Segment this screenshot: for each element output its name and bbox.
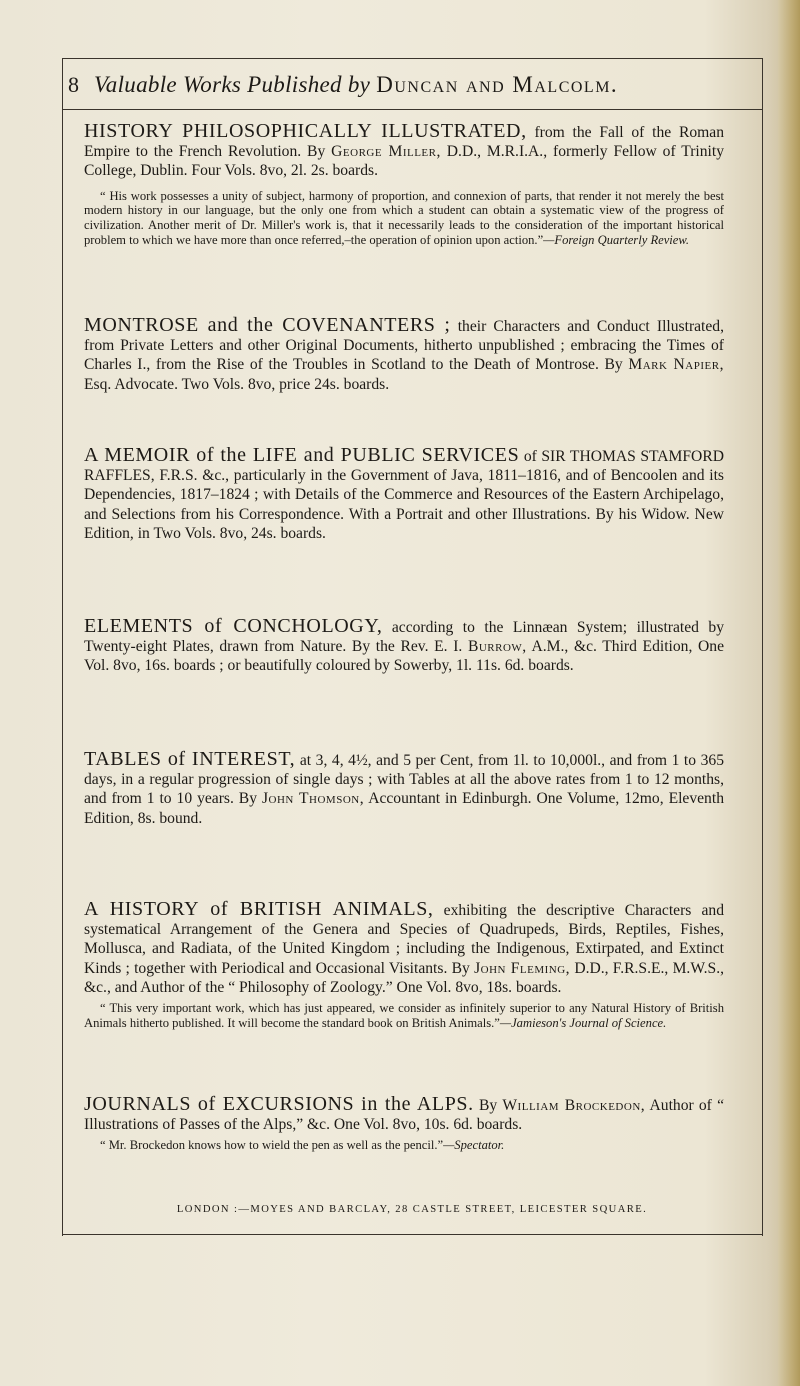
author-name: George Miller, xyxy=(331,143,441,161)
review-quote: “ His work possesses a unity of subject, harmony of proportion, and connexion of parts, that render it not merely the best modern history in our language, but the only one from which a student can obtain a systematic view of the progress of civilization. Another merit of Dr. Miller's work is, that it necessarily leads to the consideration of the important historical problem to which we have more than once referred,–the operation of opinion upon action.”—Foreign Quarterly Review. xyxy=(84,188,724,247)
header-rule xyxy=(62,109,762,110)
quote-source: —Spectator. xyxy=(443,1138,505,1153)
author-name: William Brockedon, xyxy=(502,1097,646,1114)
quote-source: —Foreign Quarterly Review. xyxy=(543,233,690,247)
quote-source: —Jamieson's Journal of Science. xyxy=(499,1015,667,1030)
entry-heading: ELEMENTS of CONCHOLOGY, xyxy=(84,615,383,637)
book-entry xyxy=(84,617,724,676)
entry-text: TABLES of INTEREST, at 3, 4, 4½, and 5 per Cent, from 1l. to 10,000l., and from 1 to 365 days, in a regular progression of single days ; with Tables at all the above rates from 1 to 12 months, and from 1 to 10 years. By John Thomson, Accountant in Edinburgh. One Volume, 12mo, Eleventh Edition, 8s. bound. xyxy=(84,748,725,827)
top-rule xyxy=(62,58,762,59)
entry-heading: JOURNALS of EXCURSIONS in the ALPS. xyxy=(84,1093,474,1115)
running-title-italic: Valuable Works Published by xyxy=(94,72,377,97)
book-entry xyxy=(84,122,724,248)
review-quote: “ Mr. Brockedon knows how to wield the pen as well as the pencil.”—Spectator. xyxy=(100,1138,505,1153)
book-entry xyxy=(84,1095,724,1153)
entry-text: ELEMENTS of CONCHOLOGY, according to the Linnæan System; illustrated by Twenty-eight Plates, drawn from Nature. By the Rev. E. I. Burrow, A.M., &c. Third Edition, One Vol. 8vo, 16s. boards ; or beautifully coloured by Sowerby, 1l. 11s. 6d. boards. xyxy=(84,615,724,675)
bottom-rule xyxy=(62,1234,762,1235)
publisher-name: Duncan and Malcolm. xyxy=(376,72,619,97)
entry-text: JOURNALS of EXCURSIONS in the ALPS. By William Brockedon, Author of “ Illustrations of Passes of the Alps,” &c. One Vol. 8vo, 10s. 6d. boards. xyxy=(84,1093,724,1134)
entry-text: HISTORY PHILOSOPHICALLY ILLUSTRATED, from the Fall of the Roman Empire to the French Revolution. By George Miller, D.D., M.R.I.A., formerly Fellow of Trinity College, Dublin. Four Vols. 8vo, 2l. 2s. boards. xyxy=(84,120,725,180)
entry-heading: A MEMOIR of the LIFE and PUBLIC SERVICES xyxy=(84,444,520,466)
review-quote: “ This very important work, which has just appeared, we consider as infinitely superior to any Natural History of British Animals hitherto published. It will become the standard book on British Animals.”—Jamieson's Journal of Science. xyxy=(84,1001,724,1030)
right-border xyxy=(762,58,763,1236)
running-head xyxy=(68,62,756,112)
entry-text: A HISTORY of BRITISH ANIMALS, exhibiting the descriptive Characters and systematical Arrangement of the Genera and Species of Quadrupeds, Birds, Reptiles, Fishes, Mollusca, and Radiata, of the United Kingdom ; including the Indigenous, Extirpated, and Extinct Kinds ; together with Periodical and Occasional Visitants. By John Fleming, D.D., F.R.S.E., M.W.S., &c., and Author of the “ Philosophy of Zoology.” One Vol. 8vo, 18s. boards. xyxy=(84,898,724,996)
author-name: John Fleming, xyxy=(474,959,571,977)
running-title xyxy=(94,72,618,98)
entry-text: MONTROSE and the COVENANTERS ; their Characters and Conduct Illustrated, from Private Letters and other Original Documents, hitherto unpublished ; embracing the Times of Charles I., from the Rise of the Troubles in Scotland to the Death of Montrose. By Mark Napier, Esq. Advocate. Two Vols. 8vo, price 24s. boards. xyxy=(84,314,725,393)
book-entry xyxy=(84,446,724,543)
left-border xyxy=(62,58,63,1236)
page-number: 8 xyxy=(68,72,79,97)
author-name: Mark Napier, xyxy=(628,356,724,374)
book-entry xyxy=(84,750,724,828)
entry-heading: TABLES of INTEREST, xyxy=(84,748,296,770)
entry-text: A MEMOIR of the LIFE and PUBLIC SERVICES of SIR THOMAS STAMFORD RAFFLES, F.R.S. &c., particularly in the Government of Java, 1811–1816, and of Bencoolen and its Dependencies, 1817–1824 ; with Details of the Commerce and Resources of the Eastern Archipelago, and Selections from his Correspondence. With a Portrait and other Illustrations. By his Widow. New Edition, in Two Vols. 8vo, 24s. boards. xyxy=(84,444,724,542)
book-entry xyxy=(84,900,724,1031)
book-entry xyxy=(84,316,724,394)
entry-heading: MONTROSE and the COVENANTERS ; xyxy=(84,314,451,336)
entry-heading: HISTORY PHILOSOPHICALLY ILLUSTRATED, xyxy=(84,120,527,142)
entry-heading: A HISTORY of BRITISH ANIMALS, xyxy=(84,898,434,920)
author-name: John Thomson, xyxy=(261,790,365,808)
page-edge xyxy=(778,0,800,1386)
printer-imprint: LONDON :—MOYES AND BARCLAY, 28 CASTLE STREET, LEICESTER SQUARE. xyxy=(176,1204,648,1215)
author-name: Burrow, xyxy=(467,638,527,656)
